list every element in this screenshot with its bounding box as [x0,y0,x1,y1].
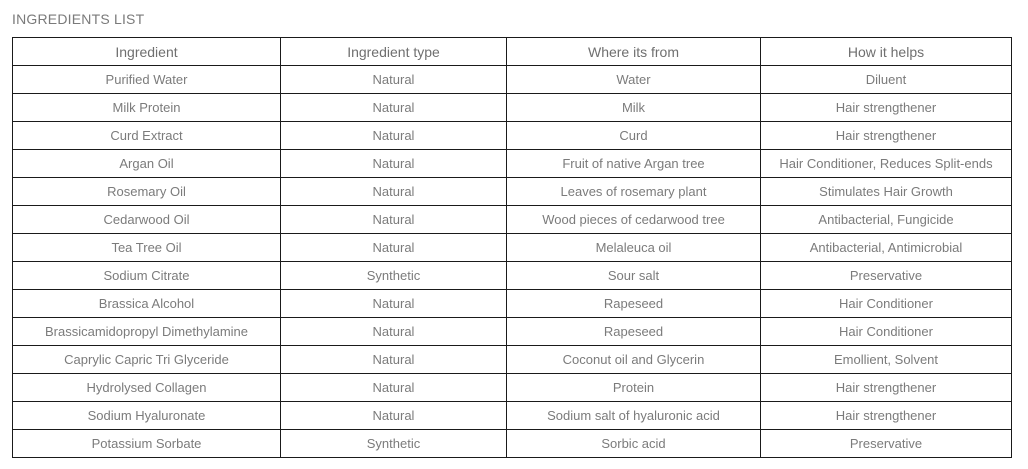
table-row [13,430,1012,458]
cell-how-it-helps: Hair Conditioner [761,290,1012,318]
table-header-row [13,38,1012,66]
section-title: INGREDIENTS LIST [12,11,145,27]
cell-ingredient-type: Synthetic [281,262,507,290]
table-row [13,178,1012,206]
cell-how-it-helps: Hair strengthener [761,94,1012,122]
cell-where-its-from: Melaleuca oil [507,234,761,262]
ingredients-table [12,37,1012,458]
cell-how-it-helps: Preservative [761,262,1012,290]
cell-ingredient-type: Natural [281,94,507,122]
column-header-where-its-from: Where its from [507,38,761,66]
table-row [13,122,1012,150]
cell-ingredient-type: Natural [281,234,507,262]
column-header-ingredient: Ingredient [13,38,281,66]
cell-ingredient: Rosemary Oil [13,178,281,206]
cell-ingredient-type: Natural [281,122,507,150]
cell-where-its-from: Milk [507,94,761,122]
cell-ingredient: Argan Oil [13,150,281,178]
cell-ingredient: Potassium Sorbate [13,430,281,458]
table-row [13,374,1012,402]
cell-ingredient: Tea Tree Oil [13,234,281,262]
cell-where-its-from: Rapeseed [507,290,761,318]
table-row [13,150,1012,178]
cell-where-its-from: Protein [507,374,761,402]
cell-ingredient-type: Natural [281,346,507,374]
table-row [13,66,1012,94]
cell-ingredient-type: Natural [281,374,507,402]
cell-how-it-helps: Hair strengthener [761,374,1012,402]
cell-ingredient-type: Natural [281,318,507,346]
table-row [13,290,1012,318]
cell-ingredient-type: Natural [281,206,507,234]
cell-how-it-helps: Hair strengthener [761,402,1012,430]
table-row [13,318,1012,346]
cell-ingredient: Sodium Citrate [13,262,281,290]
cell-where-its-from: Water [507,66,761,94]
cell-ingredient-type: Natural [281,66,507,94]
cell-ingredient: Cedarwood Oil [13,206,281,234]
cell-where-its-from: Coconut oil and Glycerin [507,346,761,374]
table-row [13,234,1012,262]
cell-where-its-from: Sodium salt of hyaluronic acid [507,402,761,430]
cell-how-it-helps: Preservative [761,430,1012,458]
cell-how-it-helps: Hair strengthener [761,122,1012,150]
cell-where-its-from: Sour salt [507,262,761,290]
cell-where-its-from: Fruit of native Argan tree [507,150,761,178]
cell-ingredient: Brassicamidopropyl Dimethylamine [13,318,281,346]
cell-ingredient: Purified Water [13,66,281,94]
cell-how-it-helps: Stimulates Hair Growth [761,178,1012,206]
cell-ingredient-type: Natural [281,402,507,430]
cell-how-it-helps: Hair Conditioner, Reduces Split-ends [761,150,1012,178]
table-row [13,402,1012,430]
cell-ingredient: Caprylic Capric Tri Glyceride [13,346,281,374]
cell-where-its-from: Curd [507,122,761,150]
cell-ingredient: Brassica Alcohol [13,290,281,318]
cell-ingredient: Sodium Hyaluronate [13,402,281,430]
cell-ingredient-type: Natural [281,290,507,318]
table-row [13,94,1012,122]
cell-ingredient: Hydrolysed Collagen [13,374,281,402]
cell-ingredient: Milk Protein [13,94,281,122]
table-body [13,66,1012,458]
cell-how-it-helps: Antibacterial, Fungicide [761,206,1012,234]
cell-where-its-from: Rapeseed [507,318,761,346]
column-header-ingredient-type: Ingredient type [281,38,507,66]
table-row [13,206,1012,234]
cell-how-it-helps: Antibacterial, Antimicrobial [761,234,1012,262]
cell-how-it-helps: Hair Conditioner [761,318,1012,346]
cell-how-it-helps: Diluent [761,66,1012,94]
table-row [13,346,1012,374]
column-header-how-it-helps: How it helps [761,38,1012,66]
cell-how-it-helps: Emollient, Solvent [761,346,1012,374]
cell-where-its-from: Wood pieces of cedarwood tree [507,206,761,234]
cell-ingredient: Curd Extract [13,122,281,150]
cell-where-its-from: Sorbic acid [507,430,761,458]
cell-ingredient-type: Natural [281,150,507,178]
table-row [13,262,1012,290]
cell-where-its-from: Leaves of rosemary plant [507,178,761,206]
cell-ingredient-type: Synthetic [281,430,507,458]
cell-ingredient-type: Natural [281,178,507,206]
